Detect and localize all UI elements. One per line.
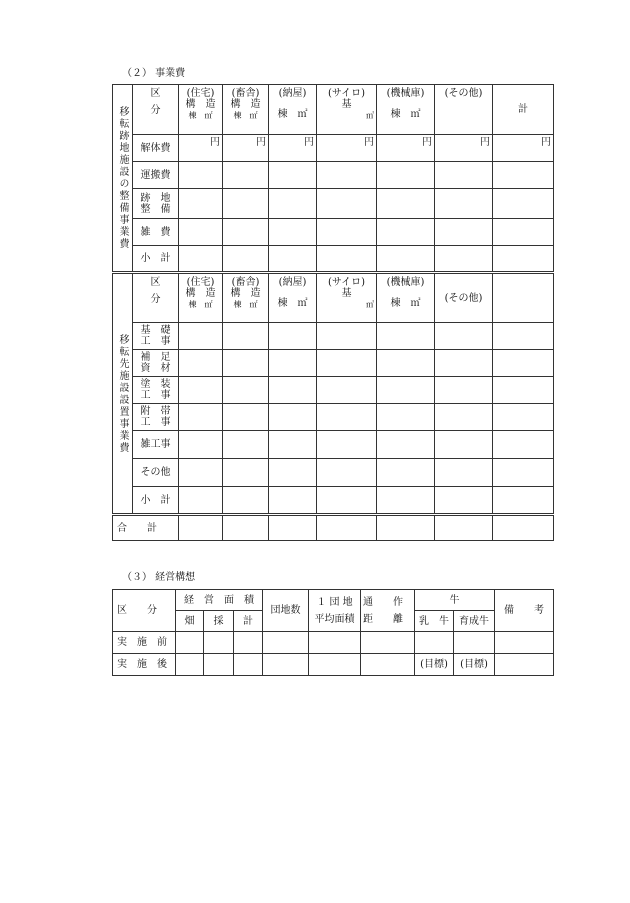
row-label: 小 計	[133, 246, 179, 273]
row-label: 小 計	[133, 487, 179, 515]
yen-unit: 円	[179, 135, 223, 162]
part-b-side-label: 移転先施設設置事業費	[113, 273, 133, 515]
row-label: その他	[133, 459, 179, 487]
row-label: 跡 地 整 備	[133, 189, 179, 219]
row-label: 雑 費	[133, 219, 179, 246]
distance-header: 通 作 距 離	[361, 590, 415, 632]
col-header-house: (住宅) 構 造 棟 ㎡	[179, 85, 223, 135]
col-header-house: (住宅) 構 造 棟 ㎡	[179, 273, 223, 323]
yen-unit: 円	[223, 135, 269, 162]
col-header-other: (その他)	[435, 85, 493, 135]
col-header-silo: (サイロ) 基 ㎥	[317, 85, 377, 135]
col-header-total: 計	[493, 85, 554, 135]
project-cost-table	[112, 84, 554, 541]
management-plan-table	[112, 589, 554, 676]
col-header-shed: (納屋) 棟 ㎡	[269, 85, 317, 135]
dairy-cattle-header: 乳 牛	[415, 611, 454, 632]
col-header-barn: (畜舎) 構 造 棟 ㎡	[223, 85, 269, 135]
yen-unit: 円	[317, 135, 377, 162]
area-field-header: 畑	[176, 611, 204, 632]
col-header-other: (その他)	[435, 273, 493, 323]
kubun-header: 区 分	[113, 590, 176, 632]
yen-unit: 円	[493, 135, 554, 162]
yen-unit: 円	[377, 135, 435, 162]
row-label: 雑工事	[133, 431, 179, 459]
area-meadow-header: 採	[204, 611, 234, 632]
row-after: 実 施 後	[113, 654, 176, 676]
kubun-cell: 区 分	[133, 273, 179, 323]
part-a-side-label: 移転跡地施設の整備事業費	[113, 85, 133, 273]
row-label: 塗 装 工 事	[133, 377, 179, 404]
section2-heading: （２） 事業費	[122, 68, 186, 79]
avg-area-header: １ 団 地 平均面積	[309, 590, 361, 632]
row-label: 補 足 資 材	[133, 350, 179, 377]
danchi-header: 団地数	[263, 590, 309, 632]
col-header-garage: (機械庫) 棟 ㎡	[377, 85, 435, 135]
remarks-header: 備 考	[495, 590, 554, 632]
col-header-silo: (サイロ) 基 ㎥	[317, 273, 377, 323]
target-young: (目標)	[454, 654, 495, 676]
area-total-header: 計	[234, 611, 263, 632]
grand-total-label: 合 計	[113, 515, 179, 541]
yen-unit: 円	[435, 135, 493, 162]
col-header-shed: (納屋) 棟 ㎡	[269, 273, 317, 323]
young-cattle-header: 育成牛	[454, 611, 495, 632]
row-label: 基 礎 工 事	[133, 323, 179, 350]
cattle-header: 牛	[415, 590, 495, 611]
area-header: 経 営 面 積	[176, 590, 263, 611]
section3-heading: （３） 経営構想	[122, 572, 196, 583]
target-dairy: (目標)	[415, 654, 454, 676]
row-label: 運搬費	[133, 162, 179, 189]
col-header-barn: (畜舎) 構 造 棟 ㎡	[223, 273, 269, 323]
yen-unit: 円	[269, 135, 317, 162]
col-header-garage: (機械庫) 棟 ㎡	[377, 273, 435, 323]
row-label: 解体費	[133, 135, 179, 162]
row-label: 附 帯 工 事	[133, 404, 179, 431]
row-before: 実 施 前	[113, 632, 176, 654]
kubun-cell: 区 分	[133, 85, 179, 135]
